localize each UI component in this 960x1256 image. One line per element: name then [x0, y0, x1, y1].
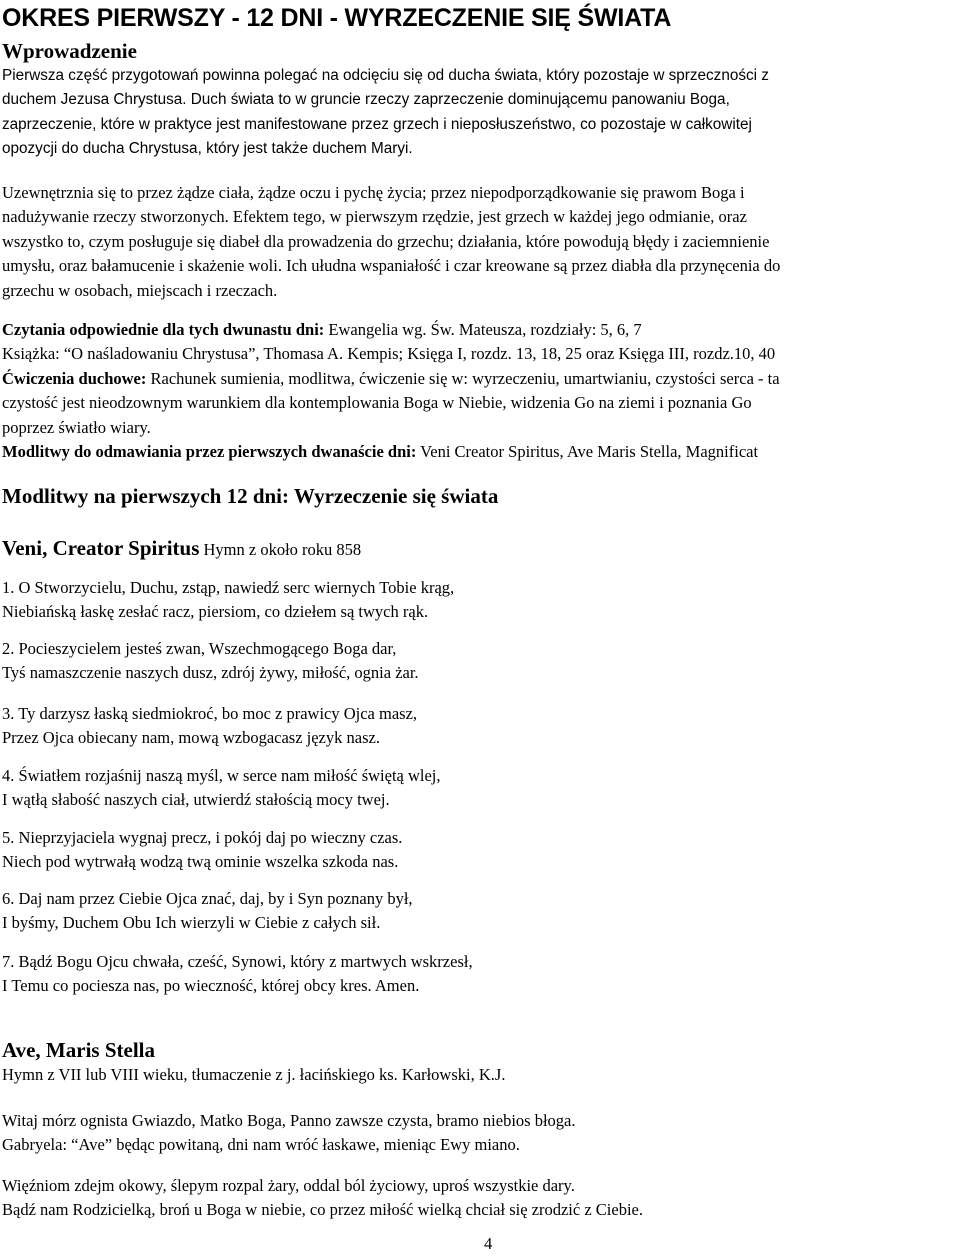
readings-label: Czytania odpowiednie dla tych dwunastu dni: [2, 320, 325, 339]
book-line: Książka: “O naśladowaniu Chrystusa”, Thomasa A. Kempis; Księga I, rozdz. 13, 18, 25 oraz Księga III, rozdz.10, 40 [2, 344, 776, 364]
readings-text: Ewangelia wg. Św. Mateusza, rozdziały: 5, 6, 7 [324, 320, 642, 339]
intro-paragraph [2, 64, 958, 162]
stanza-line: 5. Nieprzyjaciela wygnaj precz, i pokój daj po wieczny czas. [2, 828, 403, 847]
stanza-line: 6. Daj nam przez Ciebie Ojca znać, daj, by i Syn poznany był, [2, 889, 413, 908]
hymn-title: Veni, Creator Spiritus [2, 536, 200, 560]
stanza-line: Tyś namaszczenie naszych dusz, zdrój żywy, miłość, ognia żar. [2, 663, 419, 683]
hymn-stanza [2, 764, 441, 813]
hymn-stanza [2, 950, 473, 999]
stanza-line: I Temu co pociesza nas, po wieczność, której obcy kres. Amen. [2, 976, 420, 996]
intro-heading: Wprowadzenie [2, 39, 137, 63]
prayers-line [2, 440, 958, 464]
page-number: 4 [484, 1234, 493, 1253]
stanza-line: 3. Ty darzysz łaską siedmiokroć, bo moc z prawicy Ojca masz, [2, 704, 418, 723]
stanza-line: Niech pod wytrwałą wodzą twą ominie wszelka szkoda nas. [2, 852, 399, 872]
hymn-stanza [2, 1174, 643, 1223]
exercises-label: Ćwiczenia duchowe: [2, 368, 147, 388]
stanza-line: Przez Ojca obiecany nam, mową wzbogacasz język nasz. [2, 728, 380, 748]
exercises-line: poprzez światło wiary. [2, 417, 151, 437]
page-title: OKRES PIERWSZY - 12 DNI - WYRZECZENIE SIĘ ŚWIATA [2, 4, 672, 32]
intro-line: Pierwsza część przygotowań powinna polegać na odcięciu się od ducha świata, który pozostaje w sprzeczności z [2, 67, 769, 84]
paragraph-line: Uzewnętrznia się to przez żądze ciała, żądze oczu i pychę życia; przez niepodporządkowanie się prawom Boga i [2, 183, 745, 202]
stanza-line: 7. Bądź Bogu Ojcu chwała, cześć, Synowi, który z martwych wskrzesł, [2, 952, 473, 971]
stanza-line: Więźniom zdejm okowy, ślepym rozpal żary, oddal ból życiowy, uproś wszystkie dary. [2, 1176, 575, 1195]
hymn-stanza [2, 702, 417, 751]
stanza-line: 4. Światłem rozjaśnij naszą myśl, w serce nam miłość świętą wlej, [2, 766, 441, 785]
exercises-line: czystość jest nieodzownym warunkiem dla kontemplowania Boga w Niebie, widzenia Go na ziemi i poznania Go [2, 393, 752, 413]
hymn-stanza [2, 637, 419, 686]
paragraph-line: umysłu, oraz bałamucenie i skażenie woli. Ich ułudna wspaniałość i czar kreowane są przez diabła dla przynęcenia do [2, 256, 781, 276]
paragraph-line: wszystko to, czym posługuje się diabeł dla prowadzenia do grzechu; działania, które powodują błędy i zaciemnienie [2, 231, 770, 251]
hymn-stanza [2, 826, 402, 875]
hymn-title-line [2, 536, 361, 561]
stanza-line: I byśmy, Duchem Obu Ich wierzyli w Ciebie z całych sił. [2, 913, 381, 933]
stanza-line: Bądź nam Rodzicielką, broń u Boga w niebie, co przez miłość wielką chciał się zrodzić z Ciebie. [2, 1200, 643, 1220]
description-paragraph [2, 181, 958, 303]
prayers-label: Modlitwy do odmawiania przez pierwszych dwanaście dni: [2, 442, 417, 462]
readings-block [2, 318, 958, 464]
hymn-subtitle: Hymn z VII lub VIII wieku, tłumaczenie z j. łacińskiego ks. Karłowski, K.J. [2, 1065, 506, 1084]
hymn-stanza [2, 576, 454, 625]
intro-line: zaprzeczenie, które w praktyce jest manifestowane przez grzech i nieposłuszeństwo, co pozostaje w całkowitej [2, 115, 752, 133]
hymn-stanza [2, 887, 413, 936]
paragraph-line: nadużywanie rzeczy stworzonych. Efektem tego, w pierwszym rzędzie, jest grzech w każdej jego odmianie, oraz [2, 207, 747, 227]
stanza-line: 1. O Stworzycielu, Duchu, zstąp, nawiedź serc wiernych Tobie krąg, [2, 578, 455, 597]
exercises-line [2, 367, 958, 391]
stanza-line: 2. Pocieszycielem jesteś zwan, Wszechmogącego Boga dar, [2, 639, 397, 658]
readings-line [2, 318, 958, 342]
prayers-text: Veni Creator Spiritus, Ave Maris Stella, Magnificat [416, 442, 759, 462]
hymn-stanza [2, 1109, 575, 1158]
stanza-line: I wątłą słabość naszych ciał, utwierdź stałością mocy twej. [2, 790, 390, 810]
intro-line: opozycji do ducha Chrystusa, który jest także duchem Maryi. [2, 140, 413, 158]
stanza-line: Niebiańską łaskę zesłać racz, piersiom, co dziełem są twych rąk. [2, 602, 429, 622]
stanza-line: Witaj mórz ognista Gwiazdo, Matko Boga, Panno zawsze czysta, bramo niebios błoga. [2, 1111, 576, 1130]
intro-line: duchem Jezusa Chrystusa. Duch świata to w gruncie rzeczy zaprzeczenie dominującemu panowaniu Boga, [2, 91, 730, 109]
paragraph-line: grzechu w osobach, miejscach i rzeczach. [2, 280, 278, 300]
hymn-subtitle: Hymn z około roku 858 [199, 540, 362, 559]
exercises-text: Rachunek sumienia, modlitwa, ćwiczenie się w: wyrzeczeniu, umartwianiu, czystości serca - ta [146, 368, 780, 388]
section-title: Modlitwy na pierwszych 12 dni: Wyrzeczenie się świata [2, 484, 499, 508]
stanza-line: Gabryela: “Ave” będąc powitaną, dni nam wróć łaskawe, mieniąc Ewy miano. [2, 1135, 520, 1155]
hymn-title: Ave, Maris Stella [2, 1038, 155, 1062]
